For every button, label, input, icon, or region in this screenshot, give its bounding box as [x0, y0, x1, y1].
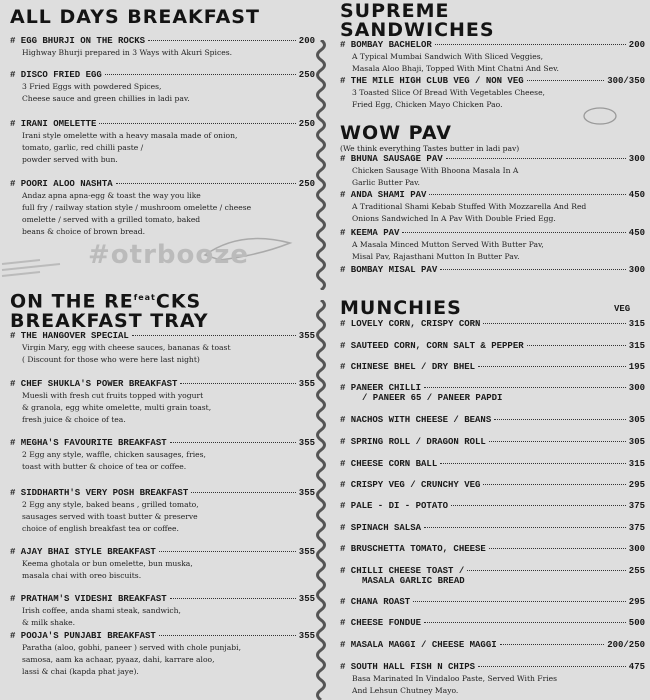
menu-item: [340, 341, 645, 351]
item-name: # MASALA MAGGI / CHEESE MAGGI: [340, 640, 497, 650]
item-name: # PALE - DI - POTATO: [340, 501, 449, 511]
item-name: # SPINACH SALSA: [340, 523, 422, 533]
dot-leader: [467, 570, 626, 571]
item-description: & granola, egg white omelette, multi grain toast,: [22, 403, 212, 412]
dot-leader: [116, 183, 296, 184]
dot-leader: [478, 666, 626, 667]
item-description: tomato, garlic, red chilli paste /: [22, 143, 144, 152]
item-description: sausages served with toast butter & preserve: [22, 512, 198, 521]
item-name: # SOUTH HALL FISH N CHIPS: [340, 662, 476, 672]
dot-leader: [429, 194, 625, 195]
item-price: 355: [298, 594, 315, 604]
munchies-title: MUNCHIES: [340, 297, 462, 319]
menu-item: [340, 459, 645, 469]
dot-leader: [170, 598, 296, 599]
menu-item: [10, 179, 315, 237]
item-name: # SPRING ROLL / DRAGON ROLL: [340, 437, 486, 447]
menu-item: [340, 383, 645, 403]
item-description: full fry / railway station style / mushroom omelette / cheese: [22, 203, 252, 212]
item-name: # DISCO FRIED EGG: [10, 70, 102, 80]
item-description: Highway Bhurji prepared in 3 Ways with Akuri Spices.: [22, 48, 233, 57]
item-name: # PRATHAM'S VIDESHI BREAKFAST: [10, 594, 167, 604]
title-part: BREAKFAST TRAY: [10, 310, 209, 333]
menu-item-row: [340, 480, 645, 490]
item-description: 3 Fried Eggs with powdered Spices,: [22, 82, 162, 91]
item-price: 355: [298, 547, 315, 557]
dot-leader: [413, 601, 626, 602]
item-name: # THE HANGOVER SPECIAL: [10, 331, 129, 341]
title-line: SUPREME: [340, 0, 450, 22]
menu-item: [10, 438, 315, 472]
menu-item: [10, 36, 315, 58]
item-description: Irani style omelette with a heavy masala made of onion,: [22, 131, 238, 140]
item-description: Andaz apna apna-egg & toast the way you like: [22, 191, 201, 200]
menu-item-row: [10, 179, 315, 189]
item-description: Cheese sauce and green chillies in ladi pav.: [22, 94, 190, 103]
item-name: # MEGHA'S FAVOURITE BREAKFAST: [10, 438, 167, 448]
item-name: # CRISPY VEG / CRUNCHY VEG: [340, 480, 481, 490]
title-part: CKS: [155, 290, 202, 313]
item-description: masala chai with oreo biscuits.: [22, 571, 142, 580]
feat-label: feat: [133, 293, 156, 302]
item-name: # EGG BHURJI ON THE ROCKS: [10, 36, 146, 46]
item-price: 355: [298, 438, 315, 448]
dot-leader: [424, 622, 626, 623]
item-price: 355: [298, 488, 315, 498]
item-name: # AJAY BHAI STYLE BREAKFAST: [10, 547, 156, 557]
dot-leader: [424, 527, 626, 528]
item-price: 195: [628, 362, 645, 372]
menu-item-row: [10, 488, 315, 498]
menu-item-row: [340, 319, 645, 329]
supreme-sandwiches-title: [340, 2, 495, 40]
dot-leader: [478, 366, 626, 367]
menu-item-row: [10, 594, 315, 604]
item-description: Muesli with fresh cut fruits topped with yogurt: [22, 391, 204, 400]
dot-leader: [489, 441, 626, 442]
menu-item: [340, 40, 645, 74]
item-description: Paratha (aloo, gobhi, paneer ) served with chole punjabi,: [22, 643, 241, 652]
breakfast-tray-title: [10, 288, 209, 331]
menu-item-row: [10, 631, 315, 641]
menu-item-row: [10, 70, 315, 80]
title-part: ON THE RE: [10, 290, 134, 313]
menu-item: [340, 501, 645, 511]
dot-leader: [180, 383, 295, 384]
dot-leader: [527, 345, 626, 346]
item-price: 305: [628, 437, 645, 447]
item-description: Basa Marinated In Vindaloo Paste, Served With Fries: [352, 674, 558, 683]
menu-item-row: [340, 640, 645, 650]
menu-item-row: [340, 228, 645, 238]
item-name: # BOMBAY MISAL PAV: [340, 265, 438, 275]
menu-item-row: [10, 379, 315, 389]
menu-item-row: [10, 36, 315, 46]
item-description: beans & choice of brown bread.: [22, 227, 146, 236]
menu-item: [340, 228, 645, 262]
menu-item: [340, 154, 645, 188]
dot-leader: [483, 484, 625, 485]
item-description: fresh juice & choice of tea.: [22, 415, 126, 424]
menu-item: [10, 631, 315, 677]
item-price: 500: [628, 618, 645, 628]
menu-item: [10, 331, 315, 365]
item-price: 300: [628, 383, 645, 393]
menu-item: [340, 544, 645, 554]
item-price: 300: [628, 154, 645, 164]
item-price: 375: [628, 523, 645, 533]
menu-item: [340, 265, 645, 275]
item-name: # LOVELY CORN, CRISPY CORN: [340, 319, 481, 329]
item-name: # CHEF SHUKLA'S POWER BREAKFAST: [10, 379, 178, 389]
dot-leader: [402, 232, 625, 233]
menu-item: [340, 640, 645, 650]
item-description: ( Discount for those who were here last night): [22, 355, 200, 364]
menu-item-row: [340, 362, 645, 372]
item-description: 2 Egg any style, baked beans , grilled tomato,: [22, 500, 199, 509]
item-price: 315: [628, 341, 645, 351]
menu-item: [340, 480, 645, 490]
item-description: Chicken Sausage With Bhoona Masala In A: [352, 166, 519, 175]
item-name: # BOMBAY BACHELOR: [340, 40, 432, 50]
item-description: A Traditional Shami Kebab Stuffed With Mozzarella And Red: [352, 202, 587, 211]
dot-leader: [494, 419, 626, 420]
menu-item: [10, 379, 315, 425]
dot-leader: [148, 40, 296, 41]
dot-leader: [483, 323, 625, 324]
item-price: 450: [628, 190, 645, 200]
menu-item: [340, 190, 645, 224]
dot-leader: [440, 269, 626, 270]
menu-item: [10, 594, 315, 628]
item-description: omelette / served with a grilled tomato, baked: [22, 215, 201, 224]
dot-leader: [132, 335, 296, 336]
item-price: 315: [628, 319, 645, 329]
menu-item: [340, 415, 645, 425]
item-price: 200/250: [607, 640, 645, 650]
item-description: lassi & chai (kapda phat jaye).: [22, 667, 139, 676]
dot-leader: [500, 644, 605, 645]
item-price: 300: [628, 544, 645, 554]
menu-item-row: [340, 383, 645, 393]
all-days-breakfast-title: ALL DAYS BREAKFAST: [10, 6, 260, 28]
menu-item-row: [10, 438, 315, 448]
menu-item-row: [340, 154, 645, 164]
menu-item-row: [340, 437, 645, 447]
item-description: powder served with bun.: [22, 155, 118, 164]
item-name: # KEEMA PAV: [340, 228, 400, 238]
item-price: 250: [298, 179, 315, 189]
item-description: 3 Toasted Slice Of Bread With Vegetables Cheese,: [352, 88, 545, 97]
menu-item-row: [340, 40, 645, 50]
dot-leader: [527, 80, 605, 81]
item-price: 300: [628, 265, 645, 275]
menu-item-row: [340, 544, 645, 554]
dot-leader: [489, 548, 626, 549]
dot-leader: [105, 74, 296, 75]
item-price: 355: [298, 331, 315, 341]
item-description: And Lehsun Chutney Mayo.: [352, 686, 459, 695]
menu-item: [10, 488, 315, 534]
item-price: 255: [628, 566, 645, 576]
menu-item-row: [340, 523, 645, 533]
item-price: 355: [298, 631, 315, 641]
menu-item: [340, 662, 645, 696]
item-name: # SAUTEED CORN, CORN SALT & PEPPER: [340, 341, 524, 351]
menu-item-row: [10, 119, 315, 129]
item-price: 200: [298, 36, 315, 46]
item-name: # BHUNA SAUSAGE PAV: [340, 154, 443, 164]
item-name: # CHEESE FONDUE: [340, 618, 422, 628]
item-description: A Typical Mumbai Sandwich With Sliced Veggies,: [352, 52, 544, 61]
menu-item: [340, 437, 645, 447]
item-price: 200: [628, 40, 645, 50]
menu-item-row: [340, 566, 645, 576]
item-name: # POOJA'S PUNJABI BREAKFAST: [10, 631, 156, 641]
menu-item-row: [340, 190, 645, 200]
menu-item-row: [340, 459, 645, 469]
menu-item-row: [340, 341, 645, 351]
item-price: 305: [628, 415, 645, 425]
item-name: # BRUSCHETTA TOMATO, CHEESE: [340, 544, 486, 554]
dot-leader: [435, 44, 626, 45]
dot-leader: [99, 123, 295, 124]
item-name: # CHILLI CHEESE TOAST /: [340, 566, 465, 576]
item-description: Onions Sandwiched In A Pav With Double Fried Egg.: [352, 214, 556, 223]
menu-item-row: [340, 618, 645, 628]
item-price: 295: [628, 597, 645, 607]
menu-item: [10, 119, 315, 165]
dot-leader: [159, 635, 296, 636]
item-name-line2: MASALA GARLIC BREAD: [362, 576, 465, 586]
item-price: 250: [298, 119, 315, 129]
menu-item-row: [10, 547, 315, 557]
item-description: choice of english breakfast tea or coffee.: [22, 524, 179, 533]
menu-item-row: [340, 662, 645, 672]
item-description: & milk shake.: [22, 618, 76, 627]
item-name: # NACHOS WITH CHEESE / BEANS: [340, 415, 492, 425]
item-name: # ANDA SHAMI PAV: [340, 190, 427, 200]
menu-item: [340, 523, 645, 533]
item-price: 300/350: [607, 76, 645, 86]
menu-item: [340, 597, 645, 607]
item-description: Fried Egg, Chicken Mayo Chicken Pao.: [352, 100, 503, 109]
dot-leader: [440, 463, 626, 464]
menu-item: [340, 76, 645, 110]
item-description: Virgin Mary, egg with cheese sauces, bananas & toast: [22, 343, 231, 352]
item-name: # CHEESE CORN BALL: [340, 459, 438, 469]
item-price: 295: [628, 480, 645, 490]
menu-item: [340, 566, 645, 586]
item-description: toast with butter & choice of tea or coffee.: [22, 462, 187, 471]
menu-item: [10, 547, 315, 581]
fork-doodle-icon: [0, 250, 80, 290]
item-name: # THE MILE HIGH CLUB VEG / NON VEG: [340, 76, 524, 86]
item-name: # CHANA ROAST: [340, 597, 411, 607]
item-name: # IRANI OMELETTE: [10, 119, 97, 129]
item-price: 475: [628, 662, 645, 672]
menu-item-row: [10, 331, 315, 341]
dot-leader: [191, 492, 296, 493]
item-name: # POORI ALOO NASHTA: [10, 179, 113, 189]
item-name: # CHINESE BHEL / DRY BHEL: [340, 362, 476, 372]
veg-label: VEG: [614, 304, 631, 314]
item-description: 2 Egg any style, waffle, chicken sausages, fries,: [22, 450, 206, 459]
item-name-line2: / PANEER 65 / PANEER PAPDI: [362, 393, 503, 403]
item-description: Garlic Butter Pav.: [352, 178, 420, 187]
dot-leader: [170, 442, 296, 443]
item-price: 375: [628, 501, 645, 511]
item-price: 250: [298, 70, 315, 80]
menu-item: [340, 362, 645, 372]
menu-item: [340, 319, 645, 329]
menu-item-row: [340, 501, 645, 511]
item-price: 450: [628, 228, 645, 238]
item-name: # PANEER CHILLI: [340, 383, 422, 393]
dot-leader: [424, 387, 626, 388]
dot-leader: [159, 551, 296, 552]
item-description: Misal Pav, Rajasthani Mutton In Butter Pav.: [352, 252, 520, 261]
menu-item-row: [340, 265, 645, 275]
menu-item-row: [340, 415, 645, 425]
menu-item: [340, 618, 645, 628]
menu-item-row: [340, 76, 645, 86]
item-description: Irish coffee, anda shami steak, sandwich,: [22, 606, 181, 615]
item-name: # SIDDHARTH'S VERY POSH BREAKFAST: [10, 488, 189, 498]
item-description: A Masala Minced Mutton Served With Butter Pav,: [352, 240, 544, 249]
title-line: SANDWICHES: [340, 19, 495, 41]
item-price: 315: [628, 459, 645, 469]
dot-leader: [446, 158, 626, 159]
menu-item: [10, 70, 315, 104]
item-description: Keema ghotala or bun omelette, bun muska,: [22, 559, 193, 568]
wow-pav-title: WOW PAV: [340, 122, 452, 144]
dot-leader: [451, 505, 626, 506]
menu-item-row: [340, 597, 645, 607]
item-description: Masala Aloo Bhaji, Topped With Mint Chatni And Sev.: [352, 64, 559, 73]
item-price: 355: [298, 379, 315, 389]
hashtag: #otrbooze: [88, 240, 250, 270]
wow-pav-subtitle: (We think everything Tastes butter in ladi pav): [340, 144, 520, 153]
item-description: samosa, aam ka achaar, pyaaz, dahi, karrare aloo,: [22, 655, 215, 664]
